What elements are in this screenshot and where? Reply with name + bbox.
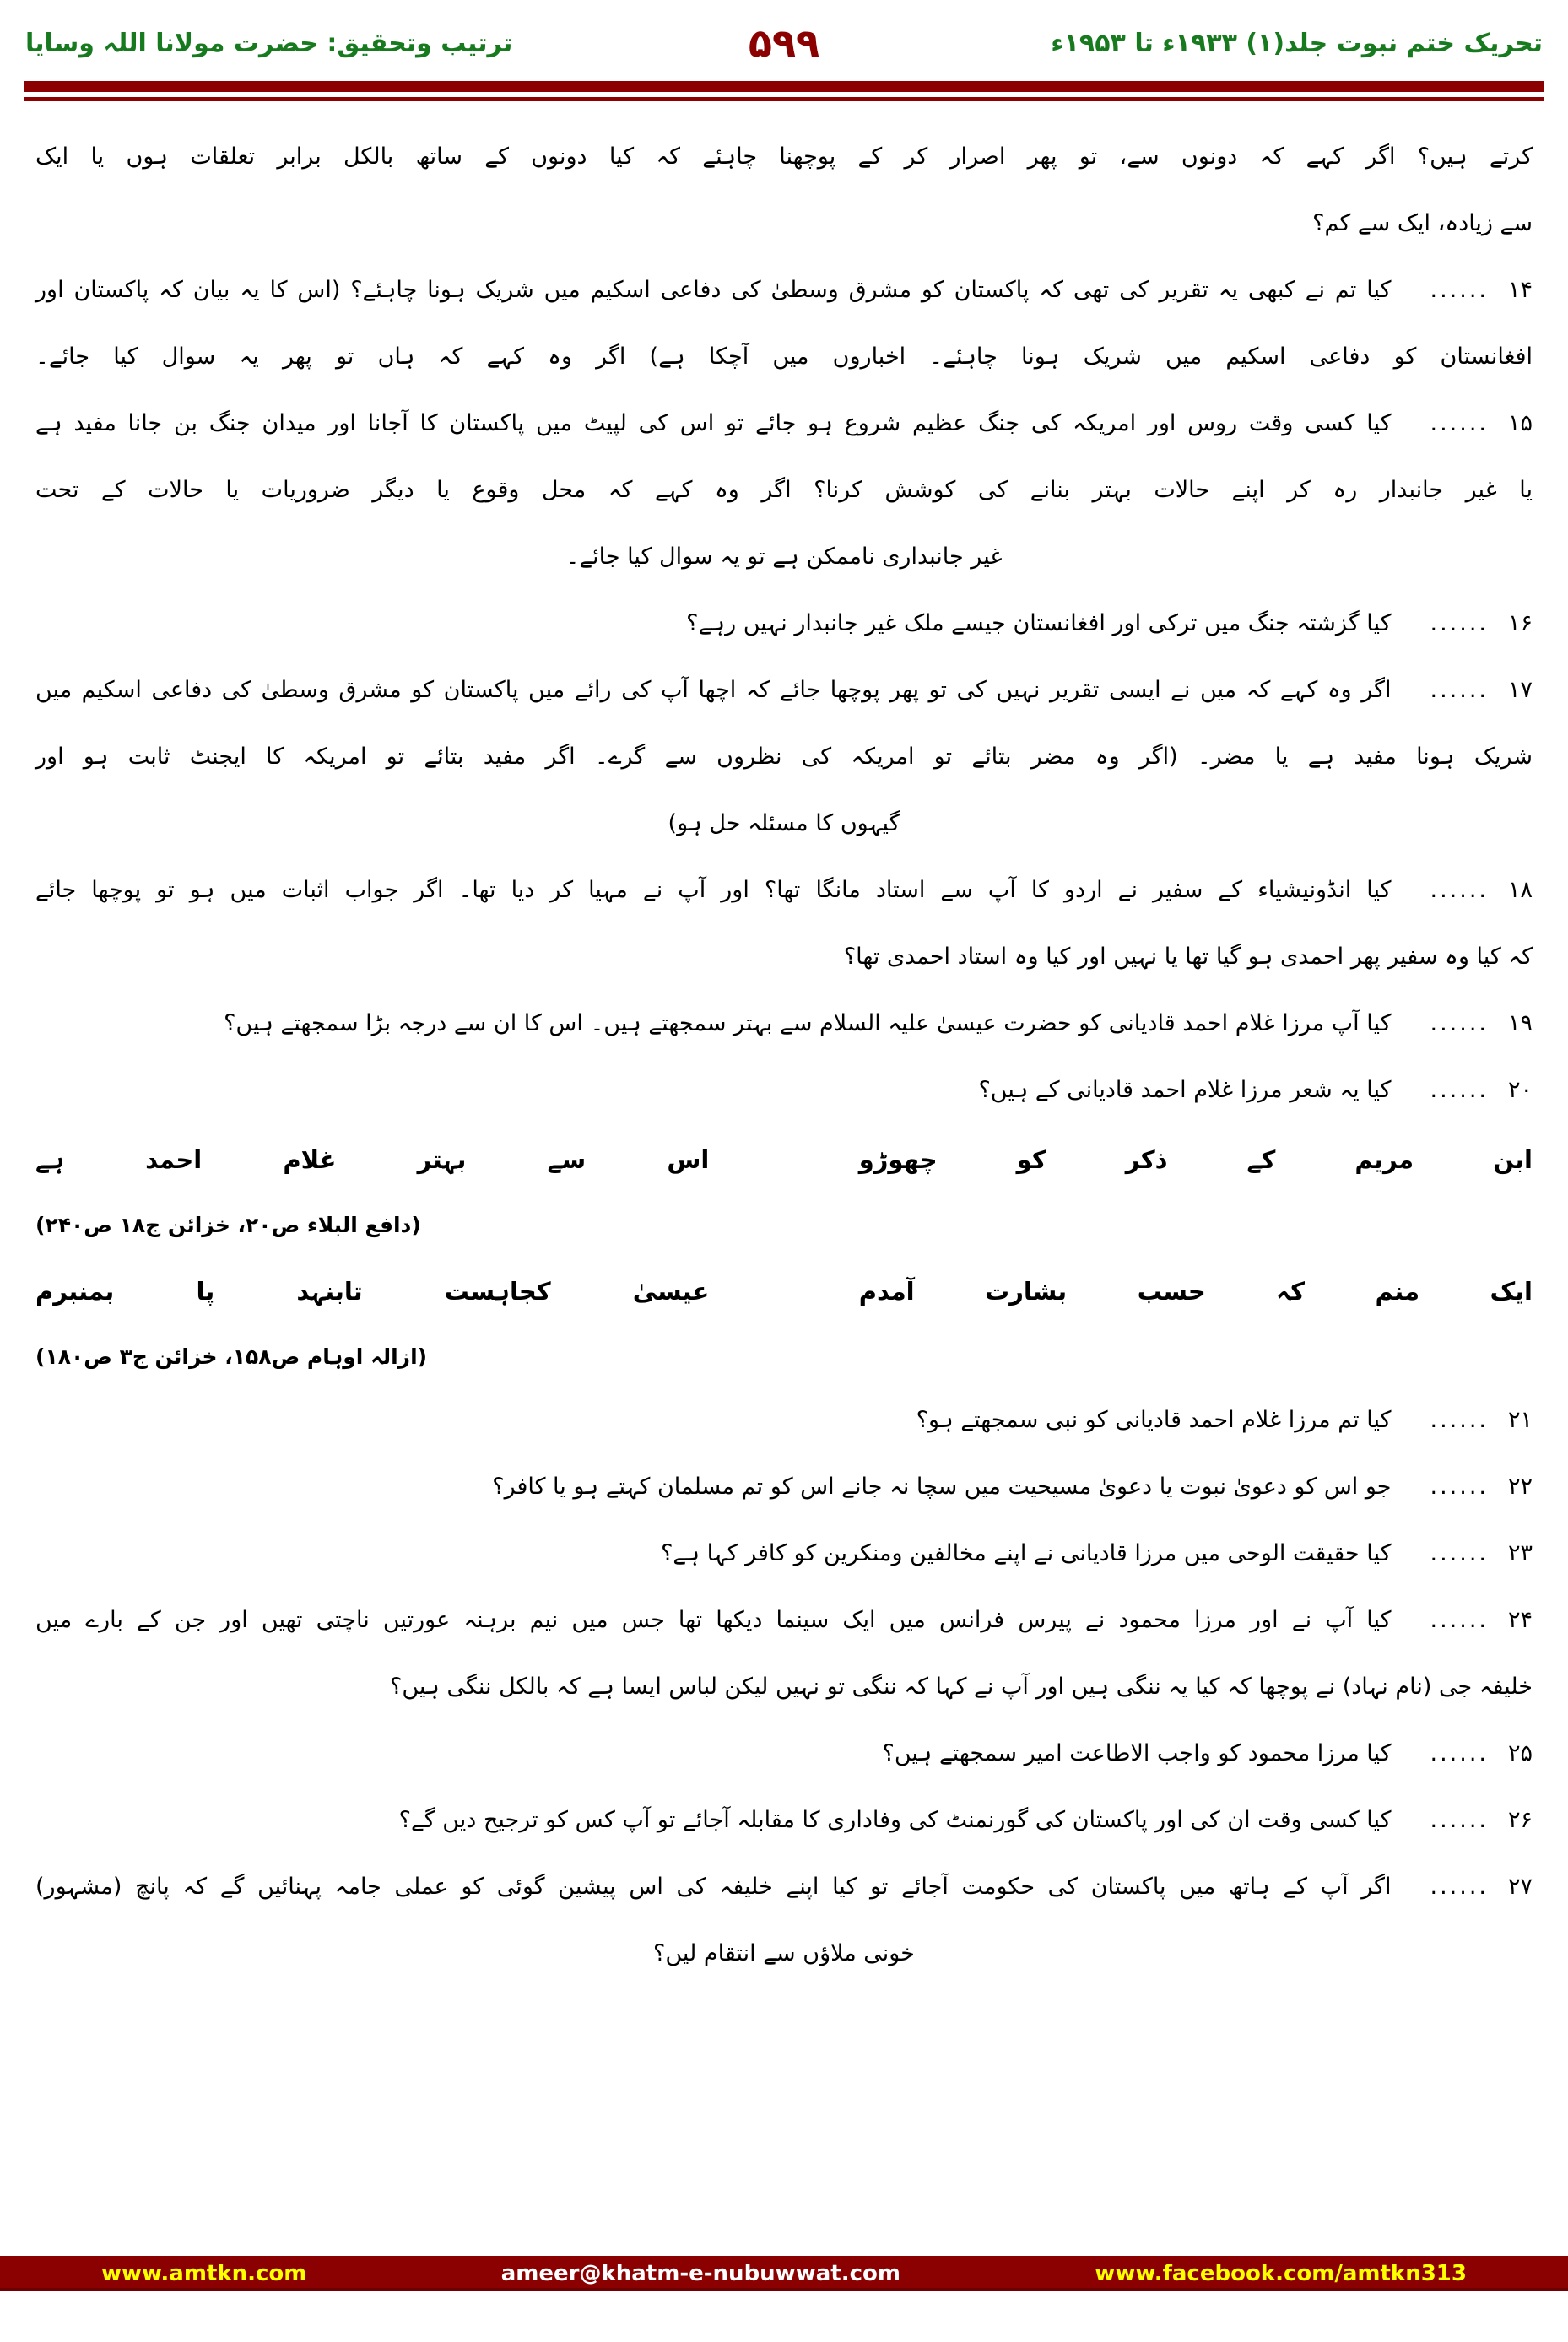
- question-text: کیا کسی وقت روس اور امریکہ کی جنگ عظیم شروع ہو جائے تو اس کی لپیٹ میں پاکستان کا آجانا اور میدان جنگ بن جانا مفید ہے: [35, 409, 1392, 436]
- question-text: جو اس کو دعویٰ نبوت یا دعویٰ مسیحیت میں سچا نہ جانے اس کو تم مسلمان کہتے ہو یا کافر؟: [492, 1473, 1392, 1500]
- question-item: [35, 1920, 1533, 1987]
- question-number: ۱۹: [1507, 1009, 1533, 1036]
- question-number: ۱۶: [1507, 609, 1533, 636]
- question-item: [35, 590, 1533, 657]
- leader-dots: ......: [1430, 1806, 1489, 1833]
- leader-dots: ......: [1430, 1076, 1489, 1103]
- question-text: کیا آپ مرزا غلام احمد قادیانی کو حضرت عیسیٰ علیہ السلام سے بہتر سمجھتے ہیں۔ اس کا ان سے درجہ بڑا سمجھتے ہیں؟: [224, 1009, 1392, 1036]
- footer-website-link[interactable]: www.amtkn.com: [101, 2261, 307, 2286]
- question-text: کیا مرزا محمود کو واجب الاطاعت امیر سمجھتے ہیں؟: [882, 1739, 1392, 1766]
- couplet: [35, 1123, 1533, 1196]
- question-item: [35, 257, 1533, 323]
- paragraph-text: کرتے ہیں؟ اگر کہے کہ دونوں سے، تو پھر اصرار کر کے پوچھنا چاہئے کہ کیا دونوں کے ساتھ بالکل برابر تعلقات ہوں یا ایک: [35, 143, 1533, 170]
- question-item: [35, 323, 1533, 390]
- question-text: کیا کسی وقت ان کی اور پاکستان کی گورنمنٹ کی وفاداری کا مقابلہ آجائے تو آپ کس کو ترجیح دیں گے؟: [398, 1806, 1392, 1833]
- question-text: خونی ملاؤں سے انتقام لیں؟: [653, 1939, 915, 1966]
- question-item: [35, 790, 1533, 857]
- question-number: ۲۵: [1507, 1739, 1533, 1766]
- question-number: ۲۰: [1507, 1076, 1533, 1103]
- header-rule-thick: [24, 81, 1544, 92]
- footer-email-link[interactable]: ameer@khatm-e-nubuwwat.com: [500, 2261, 900, 2286]
- footer-facebook-link[interactable]: www.facebook.com/amtkn313: [1095, 2261, 1467, 2286]
- leader-dots: ......: [1430, 276, 1489, 303]
- question-item: [35, 1057, 1533, 1123]
- question-text: گیہوں کا مسئلہ حل ہو): [668, 809, 900, 836]
- question-item: [35, 1387, 1533, 1453]
- couplet-reference: (ازالہ اوہام ص۱۵۸، خزائن ج۳ ص۱۸۰): [35, 1344, 428, 1369]
- question-number: ۱۷: [1507, 676, 1533, 703]
- leader-dots: ......: [1430, 1606, 1489, 1633]
- paragraph-line: [35, 123, 1533, 190]
- question-item: [35, 990, 1533, 1057]
- question-text: کیا آپ نے اور مرزا محمود نے پیرس فرانس میں ایک سینما دیکھا تھا جس میں نیم برہنہ عورتیں ناچتی تھیں اور جن کے بارے میں: [35, 1606, 1392, 1633]
- question-item: [35, 457, 1533, 523]
- question-text: کیا تم نے کبھی یہ تقریر کی تھی کہ پاکستان کو مشرق وسطیٰ کی دفاعی اسکیم میں شریک ہونا چاہئے؟ (اس کا یہ بیان کہ پاکستان اور: [35, 276, 1392, 303]
- question-text: کیا یہ شعر مرزا غلام احمد قادیانی کے ہیں؟: [978, 1076, 1392, 1103]
- leader-dots: ......: [1430, 1473, 1489, 1500]
- question-text: کہ کیا وہ سفیر پھر احمدی ہو گیا تھا یا نہیں اور کیا وہ استاد احمدی تھا؟: [843, 943, 1533, 970]
- page-header: [0, 0, 1568, 74]
- question-number: ۲۷: [1507, 1873, 1533, 1900]
- question-number: ۱۸: [1507, 876, 1533, 903]
- question-item: [35, 1587, 1533, 1653]
- footer-bar: [0, 2256, 1568, 2291]
- question-item: [35, 1520, 1533, 1587]
- leader-dots: ......: [1430, 409, 1489, 436]
- question-text: غیر جانبداری ناممکن ہے تو یہ سوال کیا جائے۔: [565, 543, 1003, 570]
- leader-dots: ......: [1430, 1539, 1489, 1566]
- editor-credit: ترتیب وتحقیق: حضرت مولانا اللہ وسایا: [25, 28, 513, 58]
- question-number: ۱۵: [1507, 409, 1533, 436]
- question-text: افغانستان کو دفاعی اسکیم میں شریک ہونا چاہئے۔ اخباروں میں آچکا ہے) اگر وہ کہے کہ ہاں تو پھر یہ سوال کیا جائے۔: [35, 343, 1533, 370]
- couplet-hemistich-left: اس سے بہتر غلام احمد ہے: [35, 1145, 710, 1174]
- question-text: کیا انڈونیشیاء کے سفیر نے اردو کا آپ سے استاد مانگا تھا؟ اور آپ نے مہیا کر دیا تھا۔ اگر جواب اثبات میں ہو تو پوچھا جائے: [35, 876, 1392, 903]
- question-item: [35, 923, 1533, 990]
- leader-dots: ......: [1430, 1009, 1489, 1036]
- question-text: یا غیر جانبدار رہ کر اپنے حالات بہتر بنانے کی کوشش کرنا؟ اگر وہ کہے کہ محل وقوع یا دیگر ضروریات یا حالات کے تحت: [35, 476, 1533, 503]
- couplet: [35, 1255, 1533, 1328]
- question-text: کیا گزشتہ جنگ میں ترکی اور افغانستان جیسے ملک غیر جانبدار نہیں رہے؟: [686, 609, 1392, 636]
- question-item: [35, 723, 1533, 790]
- paragraph-text: سے زیادہ، ایک سے کم؟: [1312, 209, 1533, 236]
- question-item: [35, 857, 1533, 923]
- question-text: کیا حقیقت الوحی میں مرزا قادیانی نے اپنے مخالفین ومنکرین کو کافر کہا ہے؟: [661, 1539, 1392, 1566]
- leader-dots: ......: [1430, 876, 1489, 903]
- question-text: شریک ہونا مفید ہے یا مضر۔ (اگر وہ مضر بتائے تو امریکہ کی نظروں سے گرے۔ اگر مفید بتائے تو امریکہ کا ایجنٹ ثابت ہو اور: [35, 743, 1533, 770]
- question-number: ۲۴: [1507, 1606, 1533, 1633]
- page-body: [0, 101, 1568, 1987]
- leader-dots: ......: [1430, 1406, 1489, 1433]
- paragraph-line: [35, 190, 1533, 257]
- couplet-hemistich-left: عیسیٰ کجاہست تابنہد پا بمنبرم: [35, 1277, 710, 1306]
- leader-dots: ......: [1430, 609, 1489, 636]
- couplet-hemistich-right: ایک منم کہ حسب بشارت آمدم: [858, 1277, 1533, 1306]
- question-number: ۲۲: [1507, 1473, 1533, 1500]
- question-number: ۱۴: [1507, 276, 1533, 303]
- question-text: اگر وہ کہے کہ میں نے ایسی تقریر نہیں کی تو پھر پوچھا جائے کہ اچھا آپ کی رائے میں پاکستان کو مشرق وسطیٰ کی دفاعی اسکیم میں: [35, 676, 1392, 703]
- question-item: [35, 1653, 1533, 1720]
- couplet-hemistich-right: ابن مریم کے ذکر کو چھوڑو: [858, 1145, 1533, 1174]
- question-text: اگر آپ کے ہاتھ میں پاکستان کی حکومت آجائے تو کیا اپنے خلیفہ کی اس پیشین گوئی کو عملی جامہ پہنائیں گے کہ پانچ (مشہور): [35, 1873, 1392, 1900]
- question-text: کیا تم مرزا غلام احمد قادیانی کو نبی سمجھتے ہو؟: [916, 1406, 1392, 1433]
- question-number: ۲۶: [1507, 1806, 1533, 1833]
- question-text: خلیفہ جی (نام نہاد) نے پوچھا کہ کیا یہ ننگی ہیں اور آپ نے کہا کہ ننگی تو نہیں لیکن لباس ایسا ہے کہ بالکل ننگی ہیں؟: [390, 1673, 1533, 1700]
- question-number: ۲۳: [1507, 1539, 1533, 1566]
- question-item: [35, 523, 1533, 590]
- leader-dots: ......: [1430, 676, 1489, 703]
- question-item: [35, 1720, 1533, 1787]
- page-number: ۵۹۹: [748, 20, 820, 66]
- question-item: [35, 657, 1533, 723]
- question-item: [35, 1853, 1533, 1920]
- leader-dots: ......: [1430, 1873, 1489, 1900]
- book-title: تحریک ختم نبوت جلد(۱) ۱۹۳۳ء تا ۱۹۵۳ء: [1051, 28, 1543, 58]
- question-item: [35, 1453, 1533, 1520]
- question-number: ۲۱: [1507, 1406, 1533, 1433]
- question-item: [35, 390, 1533, 457]
- couplet-reference: (دافع البلاء ص۲۰، خزائن ج۱۸ ص۲۴۰): [35, 1213, 421, 1237]
- leader-dots: ......: [1430, 1739, 1489, 1766]
- question-item: [35, 1787, 1533, 1853]
